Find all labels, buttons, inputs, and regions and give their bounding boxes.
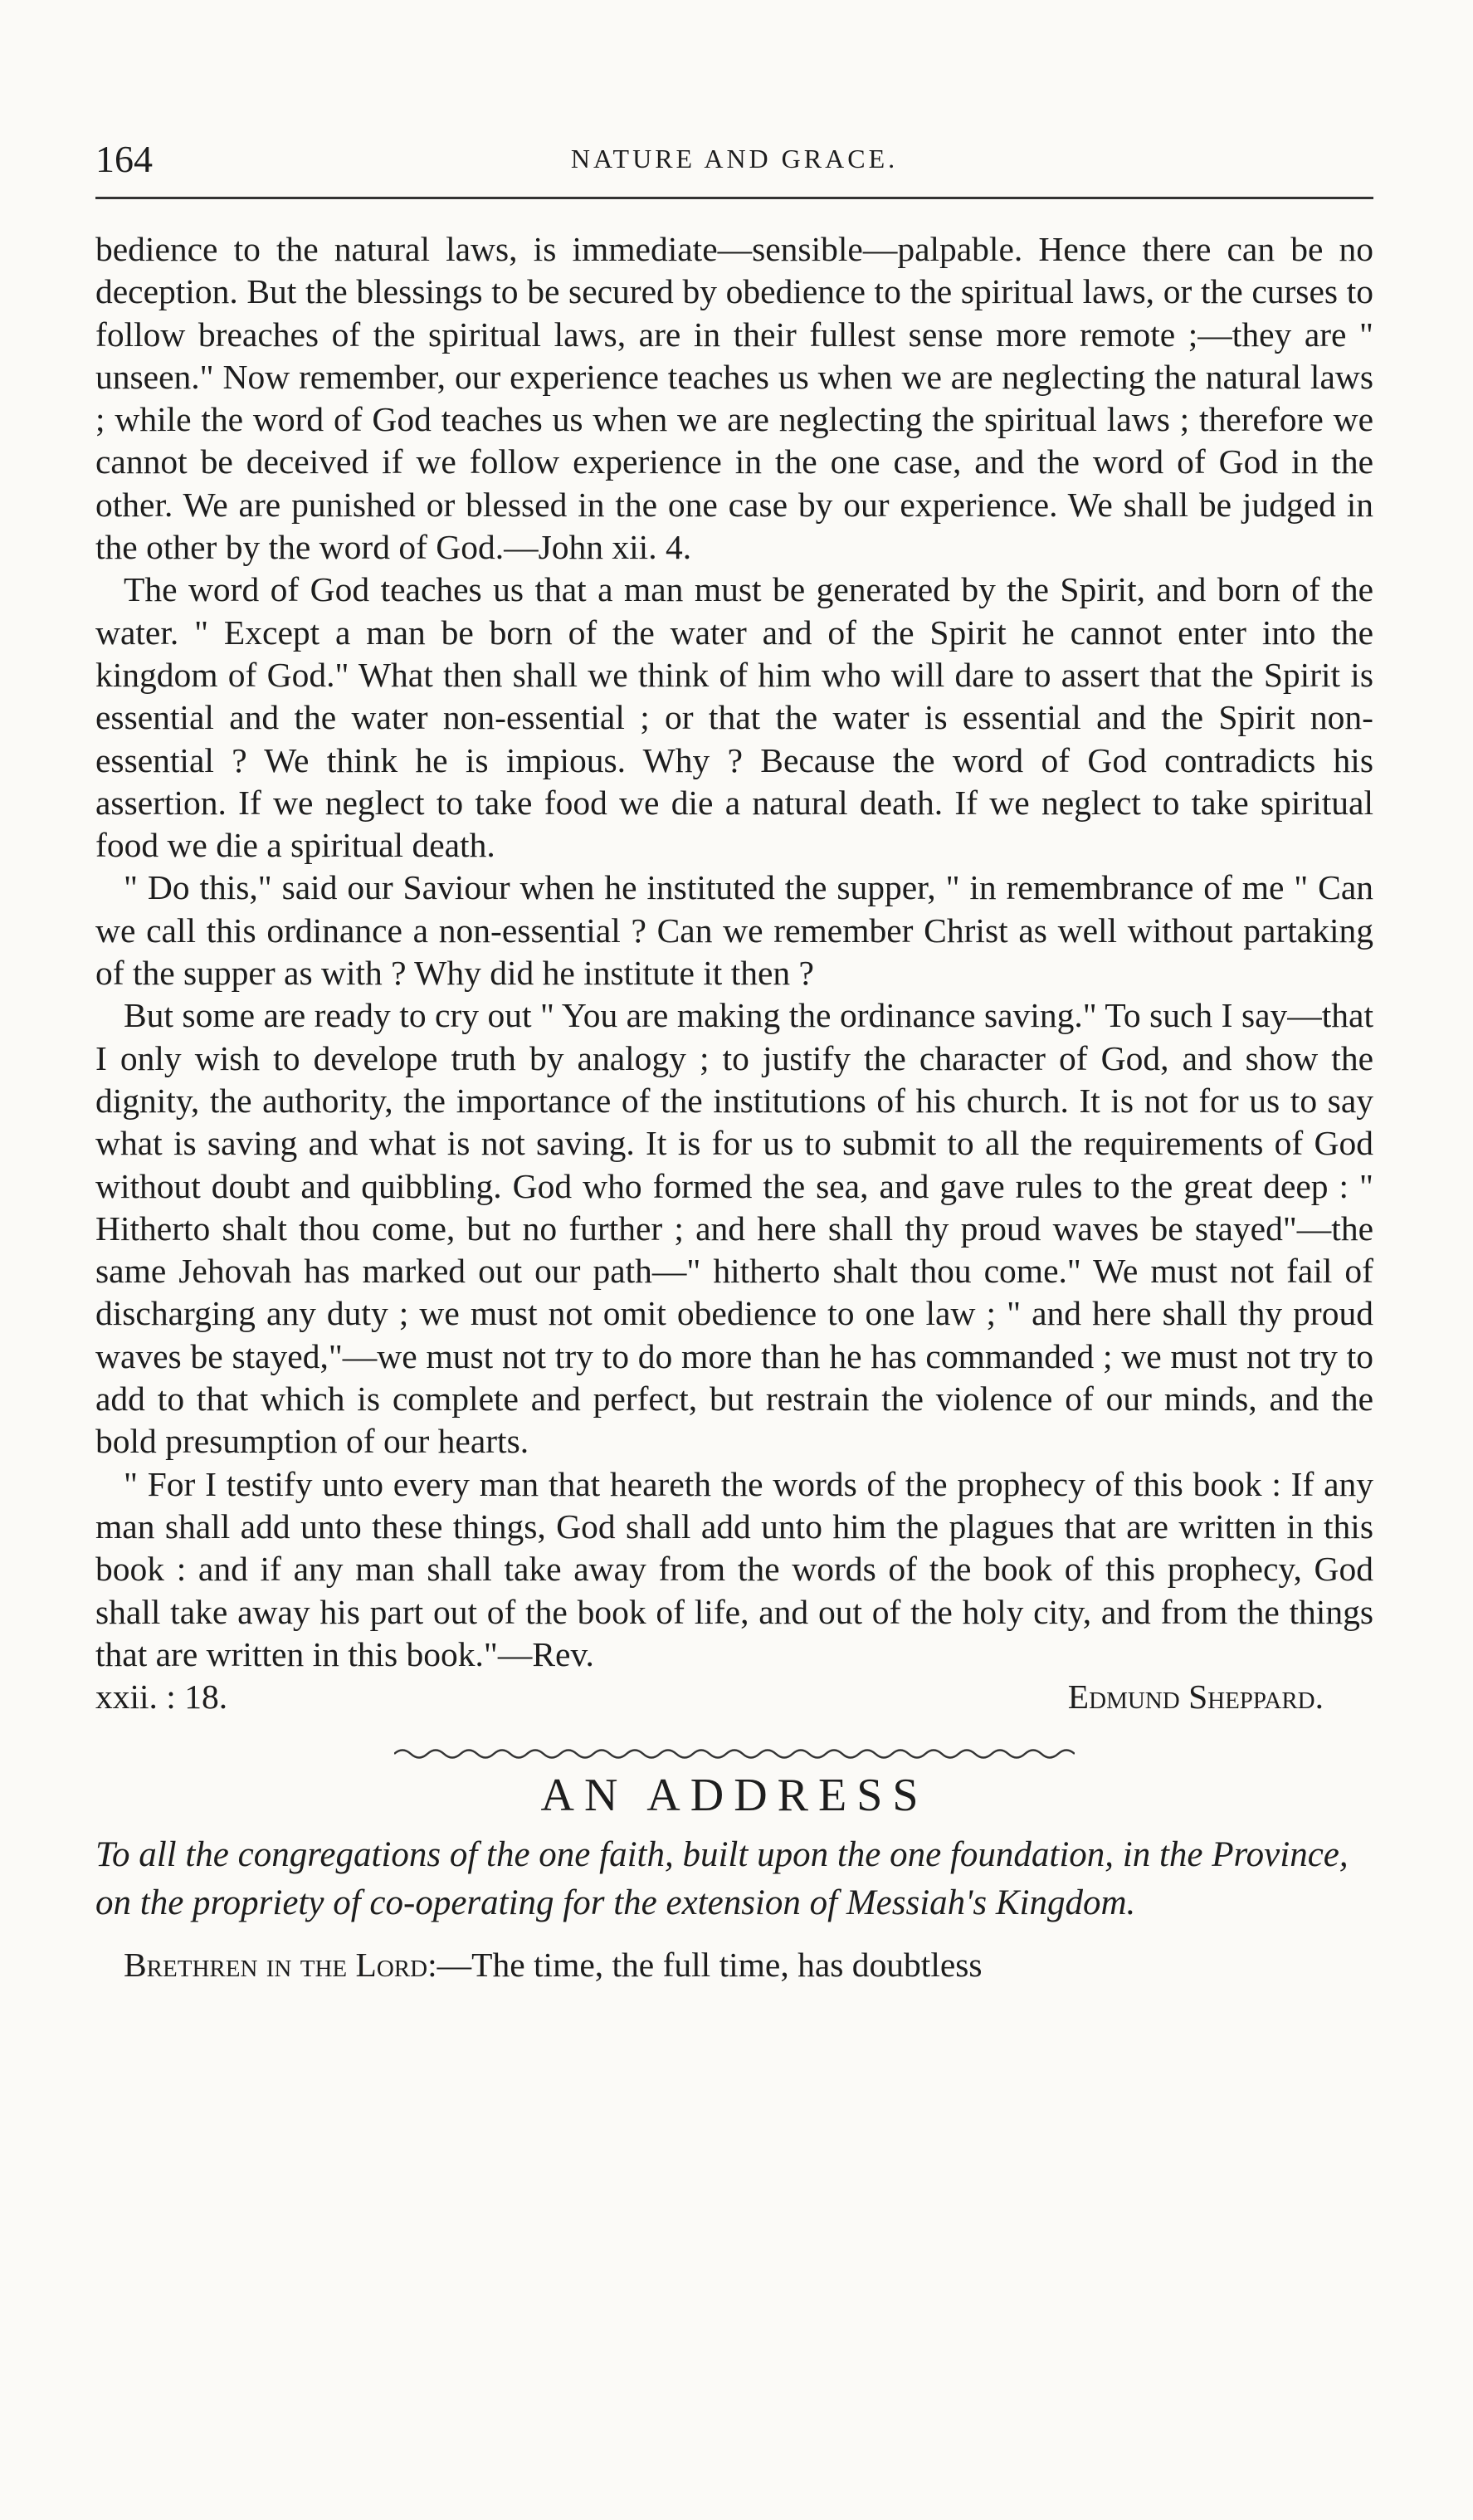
signature-line [95, 1676, 1373, 1718]
running-header [95, 95, 1373, 195]
article-body [95, 228, 1373, 1986]
scripture-reference: xxii. : 18. [95, 1678, 228, 1717]
page-number: 164 [95, 138, 153, 180]
header-rule [95, 197, 1373, 199]
paragraph-3: " Do this," said our Saviour when he instituted the supper, " in remembrance of me " Can we call this ordinance a non-essential ? Can we remember Christ as well without partaking of the supper as with ? Why did he institute it then ? [95, 868, 1373, 993]
page [95, 95, 1373, 1986]
paragraph-1: bedience to the natural laws, is immediate—sensible—palpable. Hence there can be no deception. But the blessings to be secured by obedience to the spiritual laws, or the curses to follow breaches of the spiritual laws, are in their fullest sense more remote ;—they are " unseen." Now remember, our experience teaches us when we are neglecting the natural laws ; while the word of God teaches us when we are neglecting the spiritual laws ; therefore we cannot be deceived if we follow experience in the one case, and the word of God in the other. We are punished or blessed in the one case by our experience. We shall be judged in the other by the word of God.—John xii. 4. [95, 230, 1373, 567]
address-title: AN ADDRESS [540, 1770, 929, 1822]
opening-text: :—The time, the full time, has doubtless [427, 1945, 983, 1984]
address-subtitle: To all the congregations of the one faith, built upon the one foundation, in the Province, on the propriety of co-operating for the extension of Messiah's Kingdom. [95, 1834, 1349, 1922]
wavy-divider [394, 1745, 1075, 1763]
salutation: Brethren in the Lord [124, 1945, 428, 1984]
paragraph-5: " For I testify unto every man that heareth the words of the prophecy of this book : If any man shall add unto these things, God shall add unto him the plagues that are written in this book : and if any man shall take away from the words of the book of this prophecy, God shall take away his part out of the book of life, and out of the holy city, and from the things that are written in this book."—Rev. [95, 1464, 1373, 1673]
paragraph-4: But some are ready to cry out " You are making the ordinance saving." To such I say—that I only wish to develope truth by analogy ; to justify the character of God, and show the dignity, the authority, the importance of the institutions of his church. It is not for us to say what is saving and what is not saving. It is for us to submit to all the requirements of God without doubt and quibbling. God who formed the sea, and gave rules to the great deep : " Hitherto shalt thou come, but no further ; and here shall thy proud waves be stayed"—the same Jehovah has marked out our path—" hitherto shalt thou come." We must not fail of discharging any duty ; we must not omit obedience to one law ; " and here shall thy proud waves be stayed,"—we must not try to do more than he has commanded ; we must not try to add to that which is complete and perfect, but restrain the violence of our minds, and the bold presumption of our hearts. [95, 996, 1373, 1461]
author-signature: Edmund Sheppard. [1067, 1678, 1324, 1717]
running-title: NATURE AND GRACE. [570, 144, 899, 173]
opening-line [95, 1944, 1373, 1986]
paragraph-2: The word of God teaches us that a man must be generated by the Spirit, and born of the water. " Except a man be born of the water and of the Spirit he cannot enter into the kingdom of God." What then shall we think of him who will dare to assert that the Spirit is essential and the water non-essential ; or that the water is essential and the Spirit non-essential ? We think he is impious. Why ? Because the word of God contradicts his assertion. If we neglect to take food we die a natural death. If we neglect to take spiritual food we die a spiritual death. [95, 570, 1373, 865]
